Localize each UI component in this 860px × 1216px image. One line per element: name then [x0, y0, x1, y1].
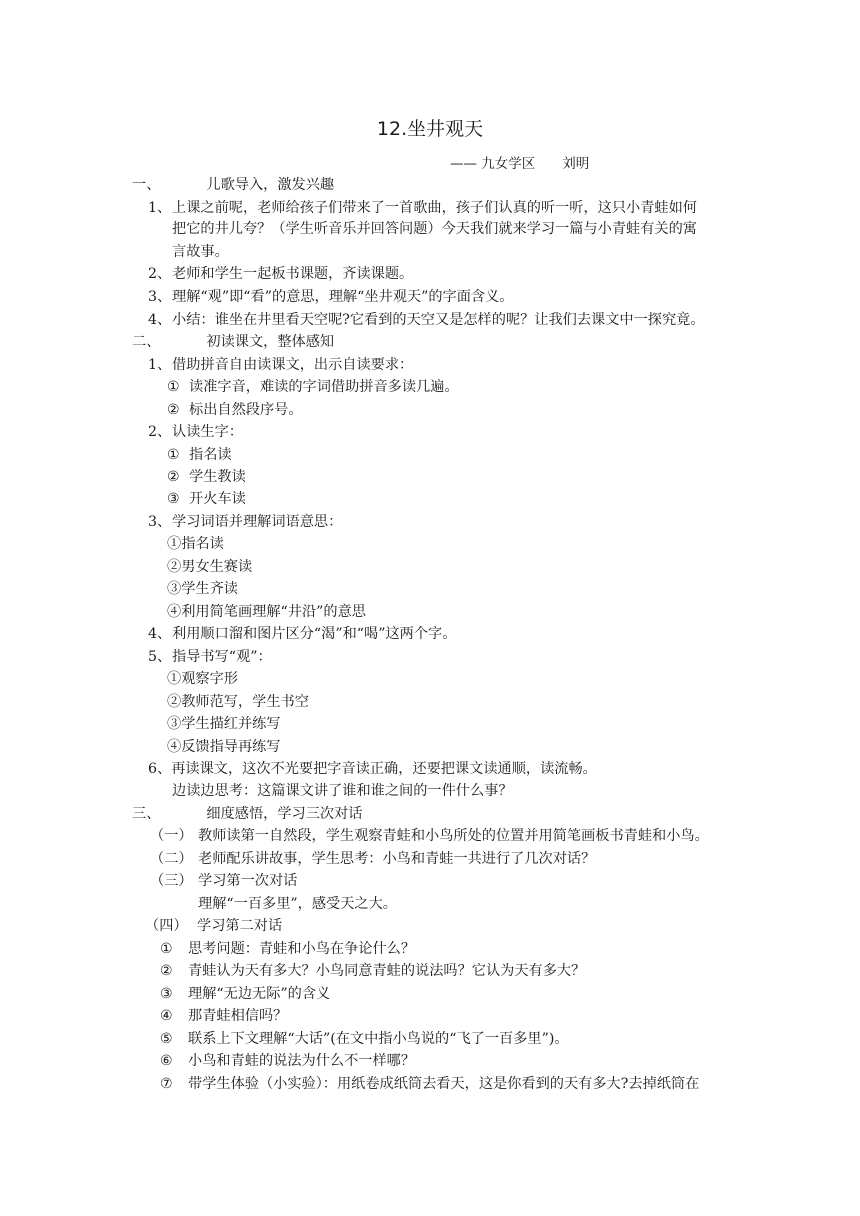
list-item: 3、理解“观”即“看”的意思，理解“坐井观天”的字面含义。	[148, 289, 514, 305]
sub-item: ②教师范写，学生书空	[167, 694, 309, 710]
section-heading-2	[132, 332, 334, 352]
list-item: 1、借助拼音自由读课文，出示自读要求：	[148, 357, 414, 373]
sub-item: ② 青蛙认为天有多大？小鸟同意青蛙的说法吗？它认为天有多大？	[160, 963, 586, 979]
document-title: 12.坐井观天	[376, 118, 484, 140]
sub-item: ② 学生教读	[167, 469, 246, 485]
list-item: 2、老师和学生一起板书课题，齐读课题。	[148, 266, 414, 282]
sub-item: ③ 开火车读	[167, 491, 246, 507]
list-item: 4、利用顺口溜和图片区分“渴”和“喝”这两个字。	[148, 626, 457, 642]
sub-item: ①指名读	[167, 536, 224, 552]
sub-item: ④利用简笔画理解“井沿”的意思	[167, 604, 366, 620]
list-item: 4、小结：谁坐在井里看天空呢?它看到的天空又是怎样的呢？让我们去课文中一探究竟。	[148, 312, 705, 328]
list-item: 2、认读生字：	[148, 424, 243, 440]
sub-item: ③ 理解“无边无际”的含义	[160, 986, 331, 1002]
list-item: （三） 学习第一次对话	[150, 873, 298, 889]
sub-item: ①观察字形	[167, 671, 238, 687]
list-item: （四） 学习第二对话	[145, 918, 283, 934]
section-heading-1	[132, 175, 334, 195]
section-number: 一、	[132, 177, 161, 193]
section-title: 初读课文，整体感知	[206, 334, 335, 350]
sub-item: ③学生描红并练写	[167, 716, 281, 732]
list-item: 5、指导书写“观”：	[148, 649, 272, 665]
sub-item: ④反馈指导再练写	[167, 739, 281, 755]
section-number: 二、	[132, 334, 161, 350]
section-title: 儿歌导入，激发兴趣	[206, 177, 335, 193]
sub-item: ③学生齐读	[167, 581, 238, 597]
sub-item: ⑦ 带学生体验（小实验）：用纸卷成纸筒去看天，这是你看到的天有多大?去掉纸筒在	[160, 1076, 700, 1092]
sub-item: ① 读准字音，难读的字词借助拼音多读几遍。	[167, 379, 459, 395]
sub-item: ②男女生赛读	[167, 559, 253, 575]
sub-item: ⑥ 小鸟和青蛙的说法为什么不一样哪？	[160, 1053, 416, 1069]
sub-item: ④ 那青蛙相信吗？	[160, 1008, 288, 1024]
list-item-continuation: 言故事。	[172, 244, 229, 260]
section-number: 三、	[132, 806, 161, 822]
list-item: （二） 老师配乐讲故事，学生思考：小鸟和青蛙一共进行了几次对话？	[150, 851, 596, 867]
sub-item: ① 思考问题：青蛙和小鸟在争论什么？	[160, 941, 416, 957]
list-item-continuation: 理解“一百多里”，感受天之大。	[198, 896, 397, 912]
author-line: —— 九女学区 刘明	[450, 156, 590, 172]
sub-item: ② 标出自然段序号。	[167, 402, 303, 418]
sub-item: ① 指名读	[167, 447, 232, 463]
sub-item: ⑤ 联系上下文理解“大话”(在文中指小鸟说的“飞了一百多里”)。	[160, 1031, 569, 1047]
list-item: 6、再读课文，这次不光要把字音读正确，还要把课文读通顺，读流畅。	[148, 761, 597, 777]
list-item: 1、上课之前呢，老师给孩子们带来了一首歌曲，孩子们认真的听一听，这只小青蛙如何	[148, 200, 697, 216]
section-heading-3	[132, 804, 362, 824]
list-item: 3、学习词语并理解词语意思：	[148, 514, 343, 530]
section-title: 细度感悟，学习三次对话	[206, 806, 363, 822]
list-item-continuation: 把它的井儿夸？（学生听音乐并回答问题）今天我们就来学习一篇与小青蛙有关的寓	[172, 221, 697, 237]
list-item: （一） 教师读第一自然段，学生观察青蛙和小鸟所处的位置并用简笔画板书青蛙和小鸟。	[150, 828, 709, 844]
list-item-continuation: 边读边思考：这篇课文讲了谁和谁之间的一件什么事？	[172, 783, 513, 799]
